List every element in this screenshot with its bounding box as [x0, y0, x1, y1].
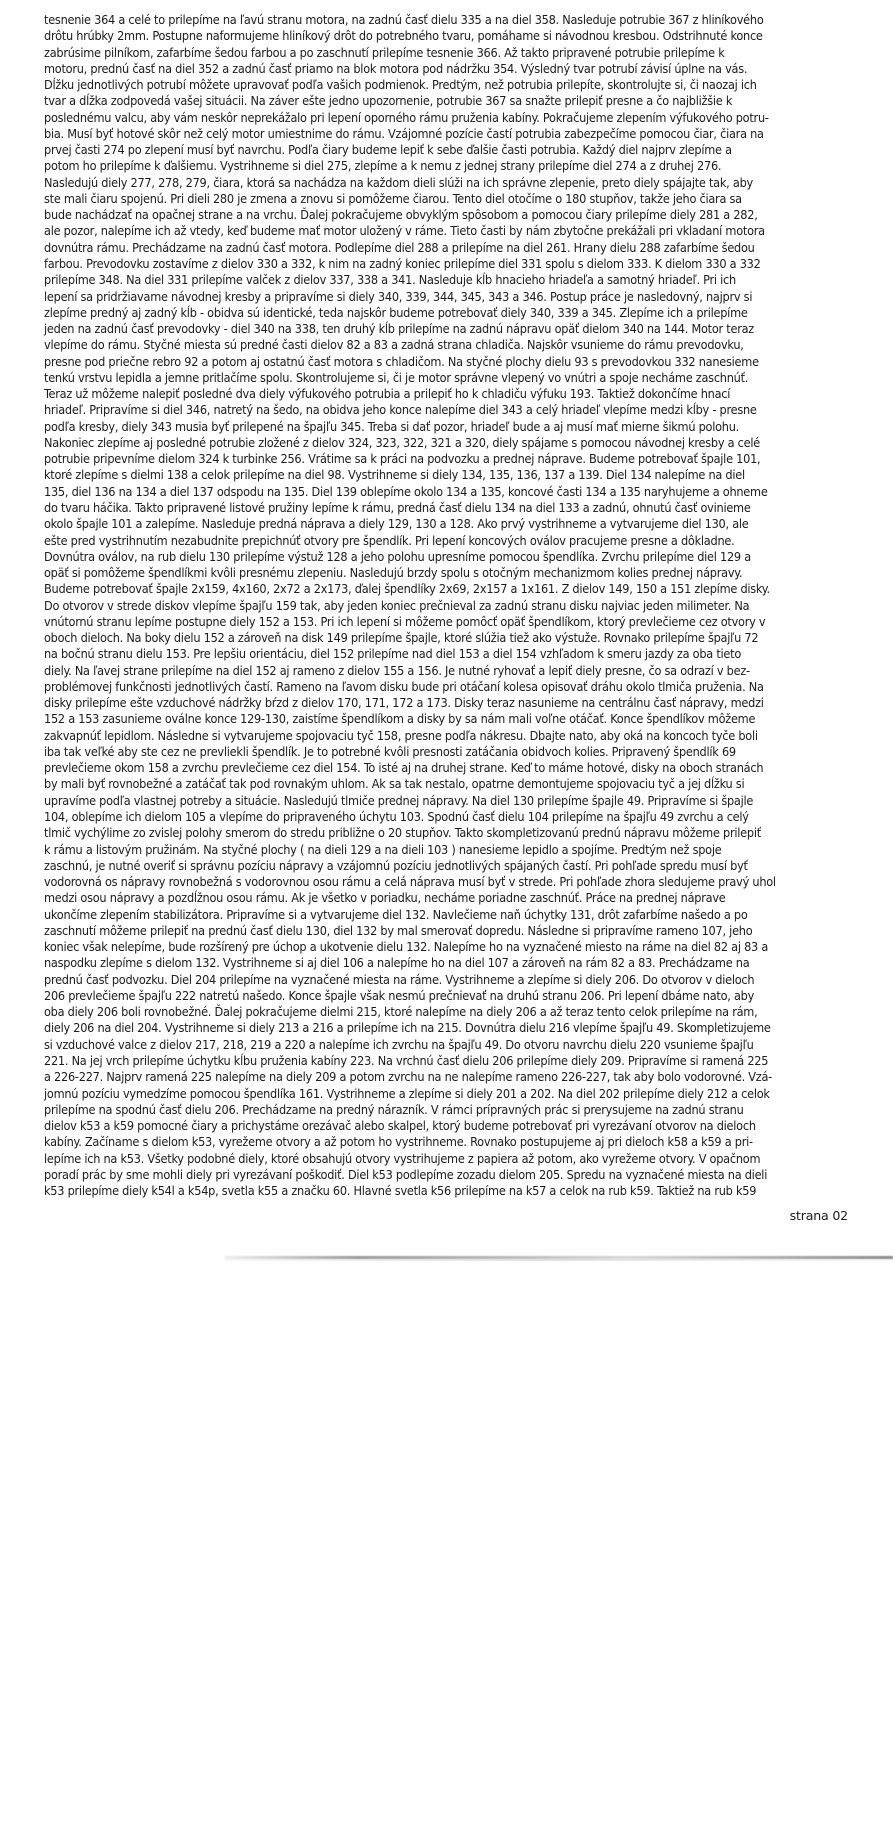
text-line: tlmič vychýlime zo zvislej polohy smerom do stredu približne o 20 stupňov. Takto skompletizovanú prednú nápravu môžeme prilepiť	[44, 825, 761, 841]
text-line: 152 a 153 zasunieme oválne konce 129-130, zaistíme špendlíkom a disky by sa nám mali voľne otáčať. Konce špendlíkov môžeme	[44, 711, 756, 727]
text-line: ešte pred vystrihnutím nezabudnite prepichnúť otvory pre špendlík. Pri lepení koncových oválov pracujeme presne a dôkladne.	[44, 532, 735, 548]
text-line: bia. Musí byť hotové skôr než celý motor umiestnime do rámu. Vzájomné pozície častí potrubia zabezpečíme pomocou čiar, čiara na	[44, 125, 764, 141]
text-line: zaschnutí môžeme prilepiť na prednú časť dielu 130, diel 132 by mal smerovať dopredu. Následne si pripravíme rameno 107, jeho	[44, 922, 753, 938]
text-line: zabrúsime pilníkom, zafarbíme šedou farbou a po zaschnutí prilepíme tesnenie 366. Až takto pripravené potrubie prilepíme k	[44, 44, 725, 60]
text-line: kabíny. Začíname s dielom k53, vyrežeme otvory a až potom ho vystrihneme. Rovnako postupujeme aj pri dieloch k58 a k59 a pri-	[44, 1134, 753, 1150]
text-line: vnútornú stranu lepíme postupne diely 152 a 153. Pri ich lepení si môžeme pomôcť opäť špendlíkom, ktorý prevlečieme cez otvory v	[44, 613, 766, 629]
text-line: Dovnútra oválov, na rub dielu 130 prilepíme výstuž 128 a jeho polohu upresníme pomocou špendlíka. Zvrchu prilepíme diel 129 a	[44, 548, 751, 564]
text-line: Nasledujú diely 277, 278, 279, čiara, ktorá sa nachádza na každom dieli slúži na ich správne zlepenie, preto diely spájajte tak, aby	[44, 174, 753, 190]
text-line: tenkú vrstvu lepidla a jemne pritlačíme spolu. Skontrolujeme si, či je motor správne vlepený vo vnútri a spoje necháme zaschnúť.	[44, 369, 749, 385]
text-line: iba tak veľké aby ste cez ne prevliekli špendlík. Je to potrebné kvôli presnosti zatáčania obidvoch kolies. Pripravený špendlík 69	[44, 743, 736, 759]
text-line: koniec však nelepíme, bude rozšírený pre úchop a ukotvenie dielu 132. Nalepíme ho na vyznačené miesto na ráme na diel 82 aj 83 a	[44, 939, 769, 955]
text-line: zakvapnúť lepidlom. Následne si vytvarujeme spojovaciu tyč 158, presne podľa nákresu. Dbajte nato, aby oká na koncoch tyče boli	[44, 727, 758, 743]
text-line: a 226-227. Najprv ramená 225 nalepíme na diely 209 a potom zvrchu na ne nalepíme rameno 226-227, tak aby bolo vodorovné. Vzá-	[44, 1069, 773, 1085]
text-line: vlepíme do rámu. Styčné miesta sú predné časti dielov 82 a 83 a zadná strana chladiča. Najskôr vsunieme do rámu prevodovku,	[44, 337, 744, 353]
page-number: strana 02	[789, 1208, 848, 1223]
text-line: motoru, prednú časť na diel 352 a zadnú časť priamo na blok motora pod nádržku 354. Výsledný tvar potrubí závisí úplne na vás.	[44, 60, 748, 76]
text-line: dovnútra rámu. Prechádzame na zadnú časť motora. Podlepíme diel 288 a prilepíme na diel 261. Hrany dielu 288 zafarbíme šedou	[44, 239, 755, 255]
text-line: 104, oblepíme ich dielom 105 a vlepíme do pripraveného úchytu 103. Spodnú časť dielu 104 prilepíme na špajľu 49 zvrchu a celý	[44, 809, 749, 825]
text-line: zaschnú, je nutné overiť si správnu pozíciu nápravy a vzájomnú pozíciu jednotlivých spájaných častí. Pri pohľade spredu musí byť	[44, 857, 748, 873]
text-line: drôtu hrúbky 2mm. Postupne naformujeme hliníkový drôt do potrebného tvaru, pomáhame si návodnou kresbou. Odstrihnuté konce	[44, 28, 763, 44]
text-line: jomnú pozíciu vymedzíme pomocou špendlíka 161. Vystrihneme a zlepíme si diely 201 a 202. Na diel 202 prilepíme diely 212 a celok	[44, 1085, 770, 1101]
text-line: prilepíme na spodnú časť dielu 206. Prechádzame na predný nárazník. V rámci prípravných prác si prerysujeme na zadnú stranu	[44, 1101, 744, 1117]
text-line: okolo špajle 101 a zalepíme. Nasleduje predná náprava a diely 129, 130 a 128. Ako prvý vystrihneme a vytvarujeme diel 130, ale	[44, 516, 749, 532]
text-line: upravíme podľa vlastnej potreby a situácie. Nasledujú tlmiče prednej nápravy. Na diel 130 prilepíme špajle 49. Pripravíme si špajle	[44, 792, 754, 808]
text-line: podľa kresby, diely 343 musia byť prilepené na špajľu 345. Treba si dať pozor, hriadeľ bude a aj musí mať mierne šikmú polohu.	[44, 418, 740, 434]
text-line: presne pod priečne rebro 92 a potom aj ostatnú časť motora s chladičom. Na styčné plochy dielu 93 s prevodovkou 332 nanesieme	[44, 353, 759, 369]
text-line: 135, diel 136 na 134 a diel 137 odspodu na 135. Diel 139 oblepíme okolo 134 a 135, koncové časti 134 a 135 naryhujeme a ohneme	[44, 483, 768, 499]
body-text	[44, 12, 864, 1199]
text-line: 221. Na jej vrch prilepíme úchytku kĺbu pruženia kabíny 223. Na vrchnú časť dielu 206 prilepíme diely 209. Pripravíme si ramená 225	[44, 1053, 769, 1068]
text-line: ukončíme zlepením stabilizátora. Pripravíme si a vytvarujeme diel 132. Navlečieme naň úchytky 131, drôt zafarbíme našedo a po	[44, 906, 748, 922]
text-line: potom ho prilepíme k ďalšiemu. Vystrihneme si diel 275, zlepíme a k nemu z jednej strany prilepíme diel 274 a z druhej 276.	[44, 158, 722, 174]
text-line: na bočnú stranu dielu 153. Pre lepšiu orientáciu, diel 152 prilepíme nad diel 153 a diel 154 vzhľadom k smeru jazdy za oba tieto	[44, 646, 742, 662]
text-line: vodorovná os nápravy rovnobežná s vodorovnou osou rámu a celá náprava musí byť v strede. Pri pohľade zhora sledujeme pravý uhol	[44, 874, 776, 890]
text-line: prilepíme 348. Na diel 331 prilepíme valček z dielov 337, 338 a 341. Nasleduje kĺb hnacieho hriadeľa a samotný hriadeľ. Pri ich	[44, 272, 736, 288]
text-line: lepíme ich na k53. Všetky podobné diely, ktoré obsahujú otvory vystrihujeme z papiera až potom, ako vyrežeme otvory. V opačnom	[44, 1150, 761, 1166]
text-line: k53 prilepíme diely k54l a k54p, svetla k55 a značku 60. Hlavné svetla k56 prilepíme na k57 a celok na rub k59. Taktiež na rub k59	[44, 1183, 757, 1199]
text-line: Dĺžku jednotlivých potrubí môžete upravovať podľa vašich podmienok. Predtým, než potrubia prilepíte, skontrolujte si, či naozaj ich	[44, 77, 757, 93]
text-line: diely 206 na diel 204. Vystrihneme si diely 213 a 216 a prilepíme ich na 215. Dovnútra dielu 216 vlepíme špajľu 49. Skompletizujeme	[44, 1020, 771, 1036]
text-line: potrubie pripevníme dielom 324 k turbinke 256. Vrátime sa k práci na podvozku a prednej náprave. Budeme potrebovať špajle 101,	[44, 451, 761, 467]
text-line: by mali byť rovnobežné a zatáčať tak pod rovnakým uhlom. Ak sa tak nestalo, opatrne demontujeme spojovaciu tyč a jej dĺžku si	[44, 776, 745, 792]
text-line: prednú časť podvozku. Diel 204 prilepíme na vyznačené miesta na ráme. Vystrihneme a zlepíme si diely 206. Do otvorov v dieloch	[44, 971, 755, 987]
text-line: lepení sa pridržiavame návodnej kresby a pripravíme si diely 340, 339, 344, 345, 343 a 346. Postup práce je nasledovný, najprv si	[44, 288, 753, 304]
text-line: Teraz už môžeme nalepiť posledné dva diely výfukového potrubia a prilepiť ho k chladiču výfuku 193. Taktiež dokončíme hnací	[44, 386, 731, 402]
text-line: tvar a dĺžka zodpovedá vašej situácii. Na záver ešte jedno upozornenie, potrubie 367 sa snažte prilepiť presne a čo najbližšie k	[44, 93, 733, 109]
text-line: Budeme potrebovať špajle 2x159, 4x160, 2x72 a 2x173, ďalej špendlíky 2x69, 2x157 a 1x161. Z dielov 149, 150 a 151 zlepíme disky.	[44, 581, 770, 597]
text-line: Do otvorov v strede diskov vlepíme špajľu 159 tak, aby jeden koniec prečnieval za zadnú stranu disku najviac jeden milimeter. Na	[44, 597, 750, 613]
page-edge-shadow	[225, 1259, 893, 1261]
text-line: Nakoniec zlepíme aj posledné potrubie zložené z dielov 324, 323, 322, 321 a 320, diely spájame s pomocou návodnej kresby a celé	[44, 434, 760, 450]
text-line: naspodku zlepíme s dielom 132. Vystrihneme si aj diel 106 a nalepíme ho na diel 107 a zároveň na rám 82 a 83. Prechádzame na	[44, 955, 750, 971]
text-line: si vzduchové valce z dielov 217, 218, 219 a 220 a nalepíme ich zvrchu na špajľu 49. Do otvoru navrchu dielu 220 vsunieme špajľu	[44, 1036, 754, 1052]
text-line: ktoré zlepíme s dielmi 138 a celok prilepíme na diel 98. Vystrihneme si diely 134, 135, 136, 137 a 139. Diel 134 nalepíme na diel	[44, 467, 745, 483]
text-line: bude nachádzať na opačnej strane a na vrchu. Ďalej pokračujeme obvyklým spôsobom a pomocou čiary prilepíme diely 281 a 282,	[44, 207, 758, 223]
text-line: do tvaru háčika. Takto pripravené listové pružiny lepíme k rámu, predná časť dielu 134 na diel 133 a zadnú, ohnutú časť ovinieme	[44, 499, 751, 515]
text-line: prvej časti 274 po zlepení musí byť navrchu. Podľa čiary budeme lepiť k sebe ďalšie časti potrubia. Každý diel najprv zlepíme a	[44, 142, 732, 158]
text-line: ale pozor, nalepíme ich až vtedy, keď budeme mať motor uložený v ráme. Tieto časti by nám zbytočne prekážali pri vkladaní motora	[44, 223, 765, 239]
text-line: poradí prác by sme mohli diely pri vyrezávaní poškodiť. Diel k53 podlepíme zozadu dielom 205. Spredu na vyznačené miesta na dieli	[44, 1166, 768, 1182]
text-line: ste mali čiaru spojenú. Pri dieli 280 je zmena a znovu si pomôžeme čiarou. Tento diel otočíme o 180 stupňov, takže jeho čiara sa	[44, 190, 742, 206]
text-line: hriadeľ. Pripravíme si diel 346, natretý na šedo, na obidva jeho konce nalepíme diel 343 a celý hriadeľ vlepíme medzi kĺby - presne	[44, 402, 757, 418]
text-line: tesnenie 364 a celé to prilepíme na ľavú stranu motora, na zadnú časť dielu 335 a na diel 358. Nasleduje potrubie 367 z hliníkového	[44, 12, 764, 27]
text-line: diely. Na ľavej strane prilepíme na diel 152 aj rameno z dielov 155 a 156. Je nutné ryhovať a lepiť diely presne, čo sa odrazí v bez-	[44, 662, 750, 678]
text-line: oboch dieloch. Na boky dielu 152 a zároveň na disk 149 prilepíme špajle, ktoré slúžia tiež ako výstuže. Rovnako prilepíme špajľu 72	[44, 630, 759, 646]
text-line: oba diely 206 boli rovnobežné. Ďalej pokračujeme dielmi 215, ktoré nalepíme na diely 206 a až teraz tento celok prilepíme na rám,	[44, 1004, 758, 1020]
text-line: dielov k53 a k59 pomocné čiary a prichystáme orezávač alebo skalpel, ktorý budeme potrebovať pri vyrezávaní otvorov na dieloch	[44, 1118, 756, 1134]
text-line: prevlečieme okom 158 a zvrchu prevlečieme cez diel 154. To isté aj na druhej strane. Keď to máme hotové, disky na oboch stranách	[44, 760, 764, 776]
text-line: opäť si pomôžeme špendlíkmi kvôli presnému zlepeniu. Nasledujú brzdy spolu s otočným mechanizmom kolies prednej nápravy.	[44, 565, 743, 581]
text-line: farbou. Prevodovku zostavíme z dielov 330 a 332, k nim na zadný koniec prilepíme diel 331 spolu s dielom 333. K dielom 330 a 332	[44, 255, 761, 271]
text-line: 206 prevlečieme špajľu 222 natretú našedo. Konce špajle však nesmú prečnievať na druhú stranu 206. Pri lepení dbáme nato, aby	[44, 987, 755, 1003]
text-line: jeden na zadnú časť prevodovky - diel 340 na 338, ten druhý kĺb prilepíme na zadnú nápravu opäť dielom 340 na 144. Motor teraz	[44, 321, 754, 337]
text-line: medzi osou nápravy a pozdĺžnou osou rámu. Ak je všetko v poriadku, necháme poriadne zaschnúť. Práce na prednej náprave	[44, 890, 726, 906]
text-line: problémovej funkčnosti jednotlivých častí. Rameno na ľavom disku bude pri otáčaní kolesa opisovať dráhu okolo tlmiča pruženia. Na	[44, 678, 764, 694]
text-line: zlepíme predný aj zadný kĺb - obidva sú identické, teda najskôr budeme potrebovať diely 340, 339 a 345. Zlepíme ich a prilepíme	[44, 304, 748, 320]
text-line: disky prilepíme ešte vzduchové nádržky bŕzd z dielov 170, 171, 172 a 173. Disky teraz nasunieme na centrálnu časť nápravy, medzi	[44, 695, 764, 711]
text-line: poslednému valcu, aby vám neskôr neprekážalo pri lepení oporného rámu pruženia kabíny. Pokračujeme zlepením výfukového potru-	[44, 109, 769, 125]
text-line: k rámu a listovým pružinám. Na styčné plochy ( na dieli 129 a na dieli 103 ) nanesieme lepidlo a spojíme. Predtým než spoje	[44, 841, 722, 857]
